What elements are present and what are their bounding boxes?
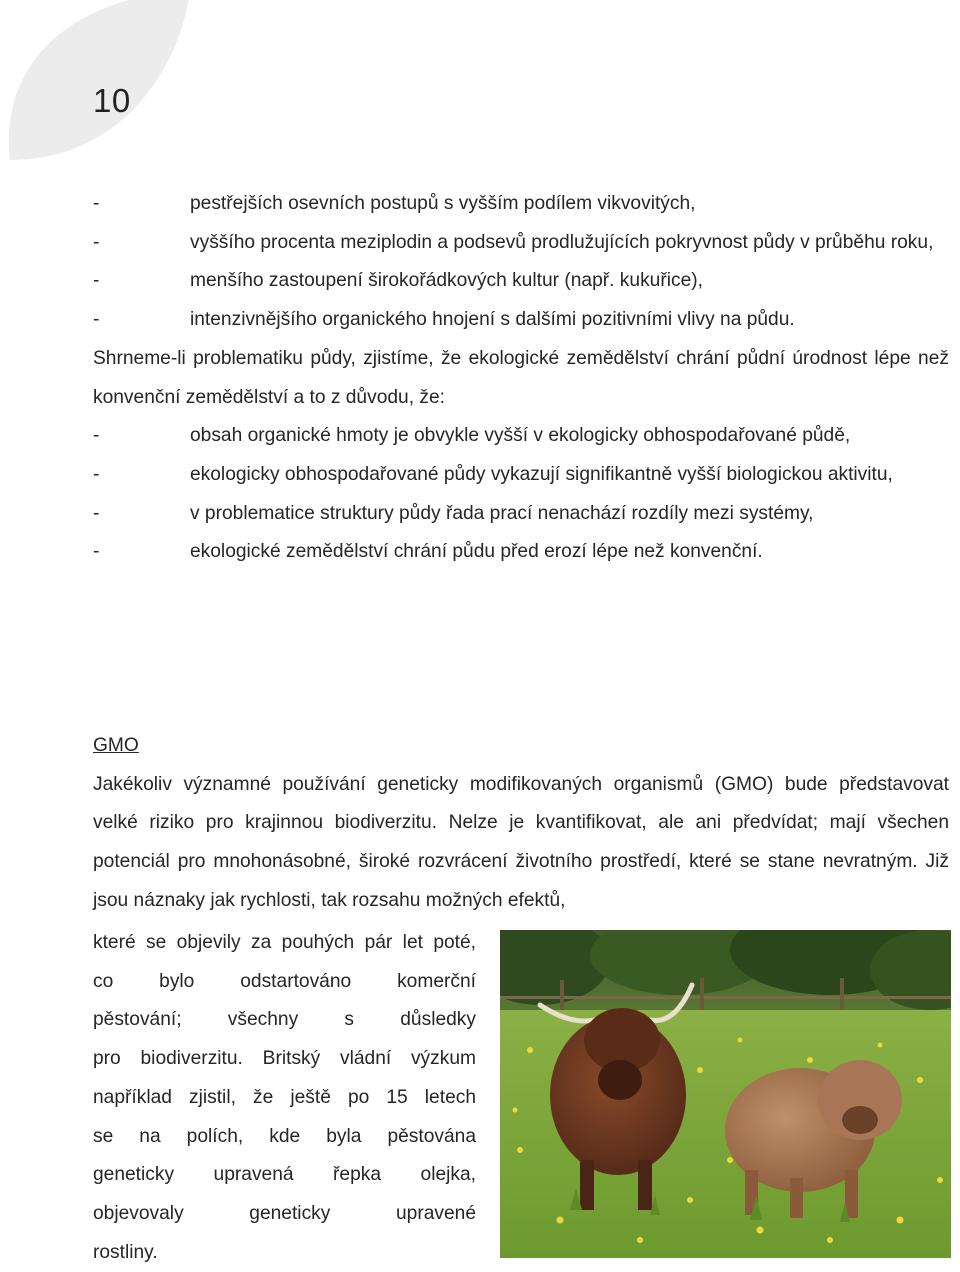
list-item-text: intenzivnějšího organického hnojení s dalšími pozitivními vlivy na půdu. [190, 309, 795, 331]
cattle-illustration [500, 930, 951, 1258]
list-item-text: ekologicky obhospodařované půdy vykazují signifikantně vyšší biologickou aktivitu, [190, 463, 893, 485]
list-item [93, 185, 949, 224]
list-item [93, 495, 949, 534]
list-item [93, 224, 949, 263]
list-item [93, 417, 949, 456]
list-item-text: obsah organické hmoty je obvykle vyšší v ekologicky obhospodařované půdě, [190, 425, 851, 447]
gmo-section [93, 727, 949, 921]
summary-paragraph: Shrneme-li problematiku půdy, zjistíme, že ekologické zemědělství chrání půdní úrodnost lépe než konvenční zemědělství a to z důvodu, že: [93, 347, 949, 408]
gmo-line: které se objevily za pouhých pár let poté, [93, 932, 476, 953]
list-item-text: v problematice struktury půdy řada prací nenachází rozdíly mezi systémy, [190, 502, 814, 524]
gmo-line: se na polích, kde byla pěstována [93, 1125, 476, 1147]
gmo-line: například zjistil, že ještě po 15 letech [93, 1086, 476, 1108]
list-dash: - [93, 541, 100, 563]
list-item-text: vyššího procenta meziplodin a podsevů prodlužujících pokryvnost půdy v průběhu roku, [190, 231, 934, 253]
list-dash: - [93, 231, 100, 253]
gmo-continuation [93, 924, 476, 1272]
gmo-line: geneticky upravená řepka olejka, [93, 1164, 476, 1186]
list-dash: - [93, 463, 100, 485]
list-item [93, 262, 949, 301]
list-dash: - [93, 309, 100, 331]
gmo-line: co bylo odstartováno komerční [93, 970, 476, 992]
list-dash: - [93, 425, 100, 447]
list-crop-practices [93, 185, 949, 572]
gmo-line: pro biodiverzitu. Britský vládní výzkum [93, 1048, 476, 1070]
gmo-line: pěstování; všechny s důsledky [93, 1009, 476, 1031]
list-dash: - [93, 270, 100, 292]
highland-cattle-photo [500, 930, 951, 1258]
gmo-heading: GMO [93, 735, 139, 756]
list-item-text: ekologické zemědělství chrání půdu před erozí lépe než konvenční. [190, 541, 763, 563]
gmo-paragraph: Jakékoliv významné používání geneticky modifikovaných organismů (GMO) bude představovat velké riziko pro krajinnou biodiverzitu. Nelze je kvantifikovat, ale ani předvídat; mají všechen potenciál pro mnohonásobné, široké rozvrácení životního prostředí, které se stane nevratným. Již jsou náznaky jak rychlosti, tak rozsahu možných efektů, [93, 773, 949, 911]
list-item-text: menšího zastoupení širokořádkových kultur (např. kukuřice), [190, 270, 703, 292]
gmo-line: rostliny. [93, 1241, 158, 1263]
list-dash: - [93, 502, 100, 524]
list-item-text: pestřejších osevních postupů s vyšším podílem vikvovitých, [190, 193, 696, 214]
gmo-line: objevovaly geneticky upravené [93, 1202, 476, 1224]
list-item [93, 301, 949, 340]
list-item [93, 533, 949, 572]
list-item [93, 456, 949, 495]
page-number: 10 [93, 82, 131, 119]
list-dash: - [93, 193, 100, 214]
